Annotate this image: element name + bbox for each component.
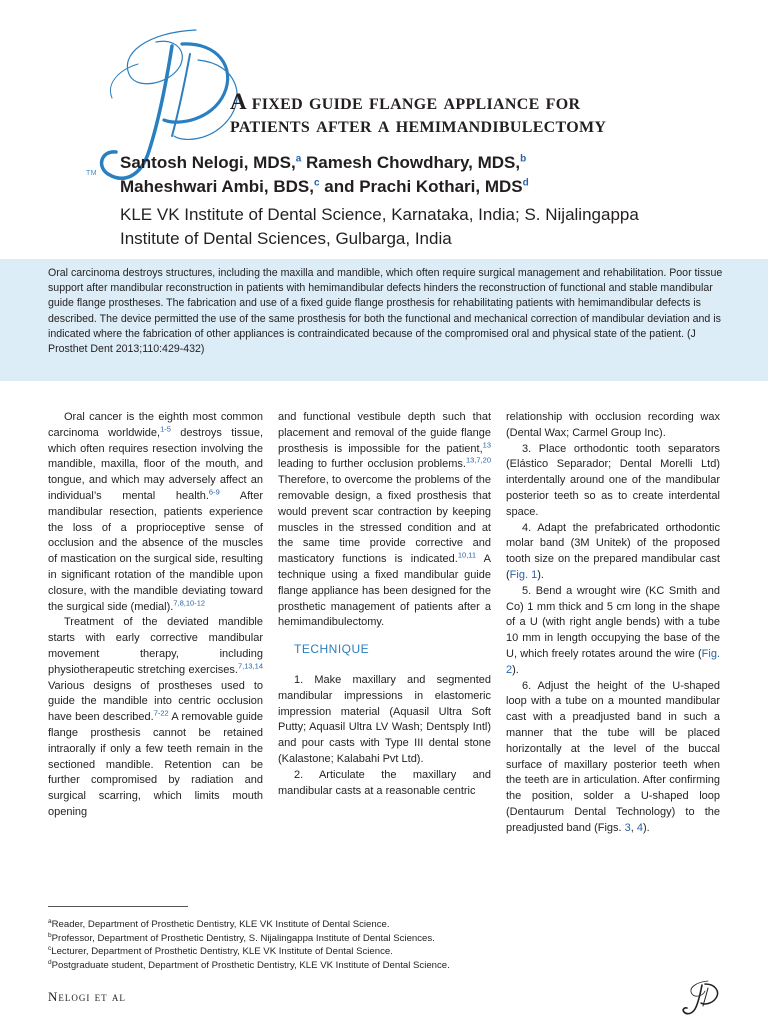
- section-heading-technique: TECHNIQUE: [294, 642, 370, 657]
- body-column-2: [278, 410, 491, 799]
- title-line-1: A fixed guide flange appliance for: [230, 89, 581, 114]
- body-column-1: [48, 410, 263, 821]
- author-affiliation-mark: a: [295, 153, 302, 165]
- author-affiliation-mark: d: [522, 177, 529, 189]
- figure-link[interactable]: Fig. 1: [509, 568, 538, 581]
- citation[interactable]: 10,11: [457, 550, 477, 560]
- body-column-3: [506, 410, 720, 837]
- paragraph: and functional vestibule depth such that placement and removal of the guide flange prosthesis is impossible for the patient,$^{13}$ leading to further occlusion problems.$^{13,7,20}$ Therefore, to overcome the problems of the removable design, a fixed prosthesis that would prevent scar contraction by keeping muscles in the stressed condition and at the same time provide corrective and masticatory functions is indicated.$^{10,11}$ A technique using a fixed mandibular guide flange appliance has been designed for the prosthetic management of patients after a hemimandibulectomy.: [278, 411, 491, 629]
- footnote: $^b$Professor, Department of Prosthetic Dentistry, S. Nijalingappa Institute of Dental Sciences.: [48, 931, 435, 944]
- article-title: [230, 90, 740, 136]
- title-line-2: patients after a hemimandibulectomy: [230, 112, 607, 137]
- citation[interactable]: 13: [482, 439, 491, 449]
- figure-link[interactable]: 4: [636, 821, 644, 834]
- citation[interactable]: 7,8,10-12: [173, 597, 206, 607]
- citation[interactable]: 6-9: [208, 487, 220, 497]
- journal-jp-monogram-small-icon: [676, 978, 722, 1016]
- paragraph: Oral cancer is the eighth most common carcinoma worldwide,$^{1-5}$ destroys tissue, which often requires resection involving the mandible, maxilla, floor of the mouth, and tongue, and which may adversely affect an individual’s mental health.$^{6-9}$ After mandibular resection, patients experience the loss of a proprioceptive sense of occlusion and the absence of the muscles of mastication on the surgical side, resulting in significant rotation of the mandible upon closure, with the mandible deviating toward the surgical side (medial).$^{7,8,10-12}$: [48, 411, 264, 613]
- technique-step-1: 1. Make maxillary and segmented mandibular impressions in elastomeric impression material (Aquasil Ultra Soft Putty; Aquasil Ultra LV Wash; Dentsply Intl) and pour casts with Type III dental stone (Kalastone; Kalabahi Pvt Ltd).: [278, 673, 491, 765]
- figure-link[interactable]: Fig. 2: [506, 647, 720, 676]
- footnote: $^a$Reader, Department of Prosthetic Dentistry, KLE VK Institute of Dental Science.: [48, 917, 390, 930]
- running-head: Nelogi et al: [48, 989, 126, 1004]
- technique-step-2: 2. Articulate the maxillary and mandibular casts at a reasonable centric: [278, 768, 491, 797]
- footnote-divider: [48, 906, 188, 907]
- citation[interactable]: 7-22: [153, 708, 169, 718]
- technique-step-3: 3. Place orthodontic tooth separators (Elástico Separador; Dental Morelli Ltd) interdentally around one of the mandibular posterior teeth so as to create interdental space.: [506, 442, 720, 518]
- technique-step-4: 4. Adapt the prefabricated orthodontic molar band (3M Unitek) of the proposed tooth size on the prepared mandibular cast (Fig. 1).: [506, 521, 720, 581]
- citation[interactable]: 1-5: [160, 424, 171, 434]
- footnote: $^d$Postgraduate student, Department of Prosthetic Dentistry, KLE VK Institute of Dental Science.: [48, 958, 450, 971]
- technique-step-6: 6. Adjust the height of the U-shaped loop with a tube on a mounted mandibular cast with a preadjusted band in such a manner that the tube will be placed horizontally at the level of the buccal surface of maxillary posterior teeth when the teeth are in articulation. After confirming the position, solder a U-shaped loop (Dentaurum Dental Technology) to the preadjusted band (Figs. 3, 4).: [506, 679, 720, 834]
- footnote: $^c$Lecturer, Department of Prosthetic Dentistry, KLE VK Institute of Dental Science.: [48, 945, 393, 958]
- author-name: Santosh Nelogi, MDS,: [120, 153, 296, 172]
- abstract-box: [0, 259, 768, 381]
- affiliation: [120, 203, 760, 251]
- author-name: Ramesh Chowdhary, MDS,: [305, 153, 521, 172]
- abstract-text: Oral carcinoma destroys structures, including the maxilla and mandible, which often require surgical management and rehabilitation. Poor tissue support after mandibular reconstruction in patients with hemimandibular defects hinders the reconstruction of functional and stable mandibular guide flange prostheses. The fabrication and use of a fixed guide flange prosthesis for rehabilitating patients with hemimandibular defects is described. The device permitted the use of the same prosthesis for both the functional and mechanical correction of mandibular deviation and is indicated where the fabrication of other appliances is contraindicated because of the compromised oral and physical state of the patient. (J Prosthet Dent 2013;110:429-432): [48, 267, 723, 356]
- author-affiliation-mark: c: [313, 177, 320, 189]
- author-name: Maheshwari Ambi, BDS,: [120, 177, 314, 196]
- author-list: [120, 151, 750, 199]
- author-name: Prachi Kothari, MDS: [359, 177, 523, 196]
- citation[interactable]: 13,7,20: [465, 455, 491, 465]
- citation[interactable]: 7,13,14: [237, 661, 263, 671]
- affiliation-line-2: Institute of Dental Sciences, Gulbarga, India: [120, 229, 452, 248]
- technique-step-5: 5. Bend a wrought wire (KC Smith and Co) 1 mm thick and 5 cm long in the shape of a U (with right angle bends) with a tube 10 mm in length occupying the base of the U, which freely rotates around the wire (Fig. 2).: [506, 584, 720, 676]
- author-affiliation-mark: b: [520, 153, 527, 165]
- paragraph: Treatment of the deviated mandible starts with early corrective mandibular movement therapy, including physiotherapeutic stretching exercises.$^{7,13,14}$ Various designs of prostheses used to guide the mandible into centric occlusion have been described.$^{7-22}$ A removable guide flange prosthesis cannot be retained intraorally if only a few teeth remain in the sectioned mandible. Retention can be further compromised by radiation and surgical scarring, which limits mouth opening: [48, 616, 263, 818]
- affiliation-line-1: KLE VK Institute of Dental Science, Karnataka, India; S. Nijalingappa: [120, 205, 639, 224]
- paragraph: relationship with occlusion recording wax (Dental Wax; Carmel Group Inc).: [506, 411, 720, 439]
- figure-link[interactable]: 3: [624, 821, 631, 834]
- author-separator: and: [319, 177, 360, 196]
- trademark-mark: TM: [86, 170, 98, 177]
- footnotes: [48, 918, 728, 972]
